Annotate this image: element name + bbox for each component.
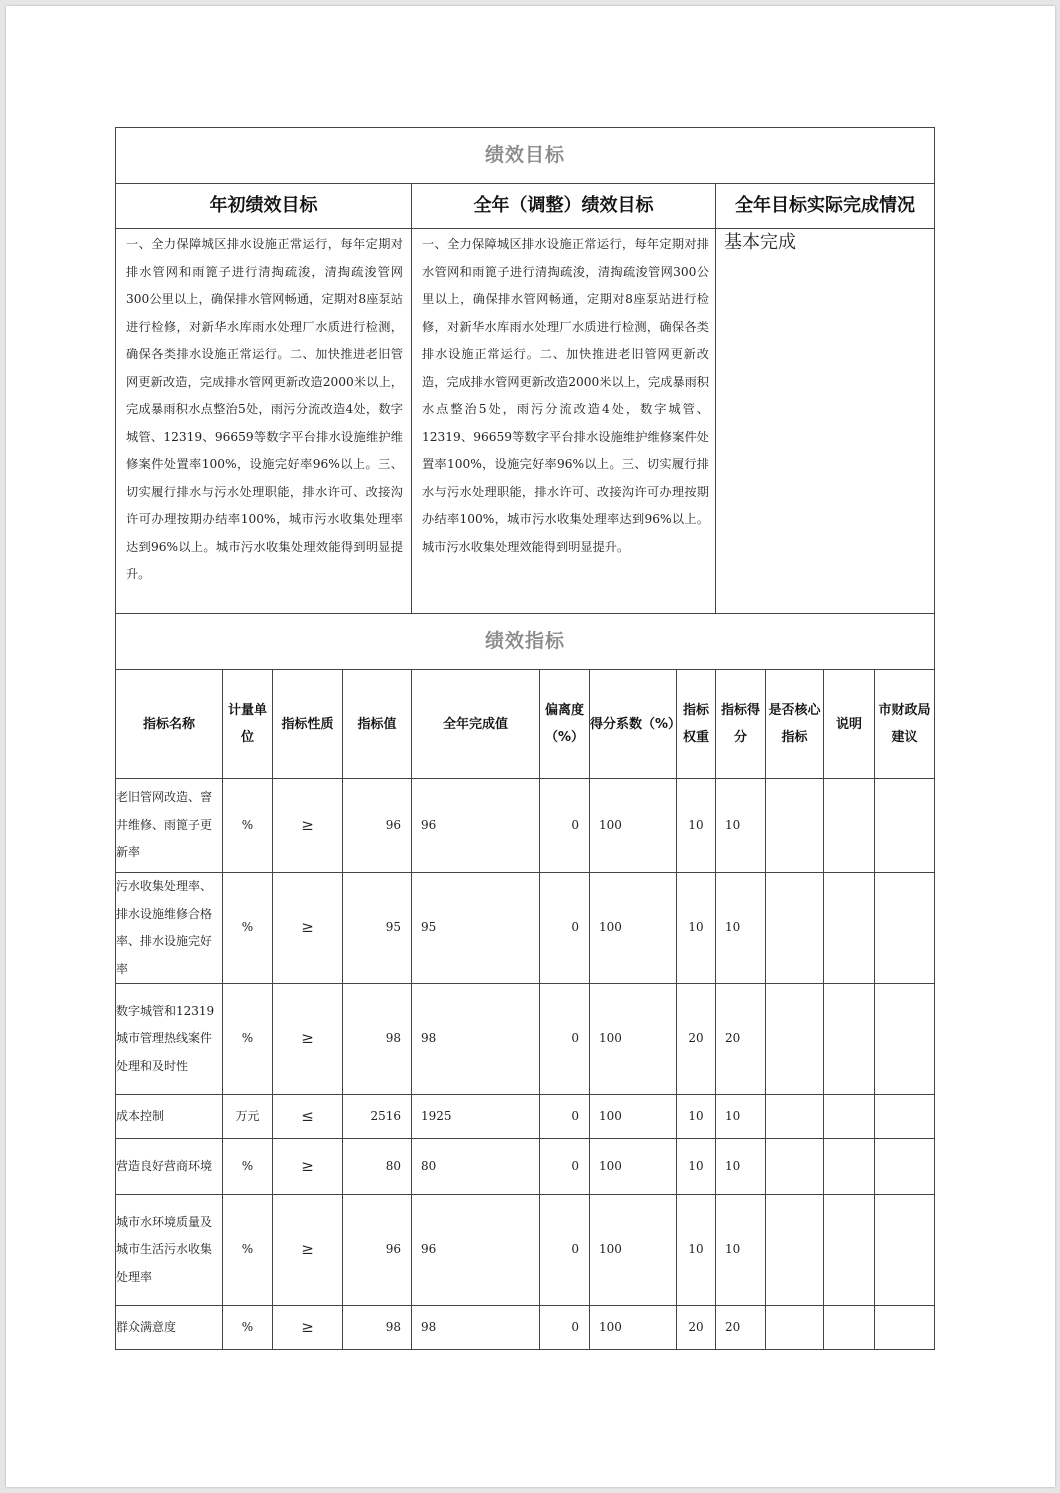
cell-weight: 10 [677, 1195, 716, 1306]
cell-weight: 10 [677, 779, 716, 873]
cell-name: 城市水环境质量及城市生活污水收集处理率 [116, 1195, 223, 1306]
cell-actual: 98 [412, 1306, 540, 1350]
cell-unit: % [223, 1139, 273, 1195]
indicator-header-row [116, 670, 935, 779]
table-row [116, 984, 935, 1095]
cell-coef: 100 [590, 1195, 677, 1306]
cell-note [824, 1195, 875, 1306]
cell-core [766, 1306, 824, 1350]
cell-weight: 20 [677, 984, 716, 1095]
cell-coef: 100 [590, 984, 677, 1095]
cell-coef: 100 [590, 1306, 677, 1350]
cell-deviation: 0 [540, 1139, 590, 1195]
cell-name: 营造良好营商环境 [116, 1139, 223, 1195]
table-row [116, 779, 935, 873]
cell-advice [875, 779, 935, 873]
cell-advice [875, 1195, 935, 1306]
actual-completion-text: 基本完成 [716, 229, 935, 614]
cell-score: 20 [716, 984, 766, 1095]
cell-nature: ≥ [273, 1306, 343, 1350]
cell-unit: % [223, 1306, 273, 1350]
cell-name: 成本控制 [116, 1095, 223, 1139]
cell-advice [875, 1139, 935, 1195]
cell-advice [875, 984, 935, 1095]
table-row [116, 1306, 935, 1350]
cell-score: 10 [716, 1195, 766, 1306]
cell-unit: % [223, 1195, 273, 1306]
cell-name: 数字城管和12319城市管理热线案件处理和及时性 [116, 984, 223, 1095]
cell-actual: 98 [412, 984, 540, 1095]
cell-name: 老旧管网改造、窨井维修、雨篦子更新率 [116, 779, 223, 873]
cell-score: 10 [716, 779, 766, 873]
table-row [116, 1195, 935, 1306]
goal-header-adjusted: 全年（调整）绩效目标 [412, 184, 716, 229]
goal-header-actual: 全年目标实际完成情况 [716, 184, 935, 229]
cell-actual: 80 [412, 1139, 540, 1195]
cell-note [824, 1139, 875, 1195]
header-advice: 市财政局建议 [875, 670, 935, 779]
cell-actual: 1925 [412, 1095, 540, 1139]
performance-table [115, 127, 935, 1350]
header-nature: 指标性质 [273, 670, 343, 779]
cell-name: 群众满意度 [116, 1306, 223, 1350]
cell-note [824, 779, 875, 873]
header-weight: 指标权重 [677, 670, 716, 779]
cell-actual: 96 [412, 779, 540, 873]
cell-score: 20 [716, 1306, 766, 1350]
header-coef: 得分系数（%） [590, 670, 677, 779]
cell-note [824, 1095, 875, 1139]
cell-unit: % [223, 779, 273, 873]
cell-advice [875, 873, 935, 984]
cell-core [766, 984, 824, 1095]
cell-weight: 10 [677, 873, 716, 984]
cell-unit: 万元 [223, 1095, 273, 1139]
cell-core [766, 873, 824, 984]
cell-deviation: 0 [540, 1306, 590, 1350]
table-row [116, 873, 935, 984]
cell-note [824, 1306, 875, 1350]
cell-nature: ≥ [273, 1139, 343, 1195]
goals-section [116, 128, 935, 614]
initial-goal-text: 一、全力保障城区排水设施正常运行，每年定期对排水管网和雨篦子进行清掏疏浚，清掏疏浚管网300公里以上，确保排水管网畅通，定期对8座泵站进行检修，对新华水库雨水处理厂水质进行检测，确保各类排水设施正常运行。二、加快推进老旧管网更新改造，完成排水管网更新改造2000米以上，完成暴雨积水点整治5处，雨污分流改造4处，数字城管、12319、96659等数字平台排水设施维护维修案件处置率100%，设施完好率96%以上。三、切实履行排水与污水处理职能，排水许可、改接沟许可办理按期办结率100%，城市污水收集处理率达到96%以上。城市污水收集处理效能得到明显提升。 [116, 229, 412, 614]
goal-header-initial: 年初绩效目标 [116, 184, 412, 229]
cell-score: 10 [716, 873, 766, 984]
cell-target: 98 [343, 1306, 412, 1350]
cell-core [766, 1139, 824, 1195]
table-row [116, 1095, 935, 1139]
cell-target: 80 [343, 1139, 412, 1195]
cell-nature: ≥ [273, 873, 343, 984]
cell-unit: % [223, 984, 273, 1095]
cell-coef: 100 [590, 873, 677, 984]
cell-weight: 10 [677, 1095, 716, 1139]
cell-coef: 100 [590, 1095, 677, 1139]
cell-name: 污水收集处理率、排水设施维修合格率、排水设施完好率 [116, 873, 223, 984]
header-unit: 计量单位 [223, 670, 273, 779]
cell-core [766, 1195, 824, 1306]
cell-coef: 100 [590, 779, 677, 873]
cell-deviation: 0 [540, 1195, 590, 1306]
cell-nature: ≥ [273, 984, 343, 1095]
cell-target: 2516 [343, 1095, 412, 1139]
header-actual: 全年完成值 [412, 670, 540, 779]
indicators-section [116, 614, 935, 779]
cell-core [766, 1095, 824, 1139]
cell-target: 96 [343, 1195, 412, 1306]
indicators-section-title: 绩效指标 [116, 614, 935, 670]
cell-note [824, 873, 875, 984]
cell-advice [875, 1306, 935, 1350]
cell-advice [875, 1095, 935, 1139]
cell-nature: ≥ [273, 779, 343, 873]
indicator-rows [116, 779, 935, 1350]
cell-score: 10 [716, 1095, 766, 1139]
goals-section-title: 绩效目标 [116, 128, 935, 184]
cell-score: 10 [716, 1139, 766, 1195]
cell-actual: 95 [412, 873, 540, 984]
cell-unit: % [223, 873, 273, 984]
header-name: 指标名称 [116, 670, 223, 779]
cell-weight: 10 [677, 1139, 716, 1195]
header-note: 说明 [824, 670, 875, 779]
adjusted-goal-text: 一、全力保障城区排水设施正常运行，每年定期对排水管网和雨篦子进行清掏疏浚，清掏疏浚管网300公里以上，确保排水管网畅通，定期对8座泵站进行检修，对新华水库雨水处理厂水质进行检测，确保各类排水设施正常运行。二、加快推进老旧管网更新改造，完成排水管网更新改造2000米以上，完成暴雨积水点整治5处，雨污分流改造4处，数字城管、12319、96659等数字平台排水设施维护维修案件处置率100%，设施完好率96%以上。三、切实履行排水与污水处理职能，排水许可、改接沟许可办理按期办结率100%，城市污水收集处理率达到96%以上。城市污水收集处理效能得到明显提升。 [412, 229, 716, 614]
cell-nature: ≥ [273, 1195, 343, 1306]
cell-coef: 100 [590, 1139, 677, 1195]
header-score: 指标得分 [716, 670, 766, 779]
table-row [116, 1139, 935, 1195]
cell-target: 96 [343, 779, 412, 873]
header-deviation: 偏离度（%） [540, 670, 590, 779]
header-target: 指标值 [343, 670, 412, 779]
cell-deviation: 0 [540, 779, 590, 873]
header-core: 是否核心指标 [766, 670, 824, 779]
cell-actual: 96 [412, 1195, 540, 1306]
cell-nature: ≤ [273, 1095, 343, 1139]
cell-weight: 20 [677, 1306, 716, 1350]
cell-deviation: 0 [540, 1095, 590, 1139]
cell-note [824, 984, 875, 1095]
cell-target: 98 [343, 984, 412, 1095]
cell-core [766, 779, 824, 873]
cell-target: 95 [343, 873, 412, 984]
cell-deviation: 0 [540, 984, 590, 1095]
cell-deviation: 0 [540, 873, 590, 984]
